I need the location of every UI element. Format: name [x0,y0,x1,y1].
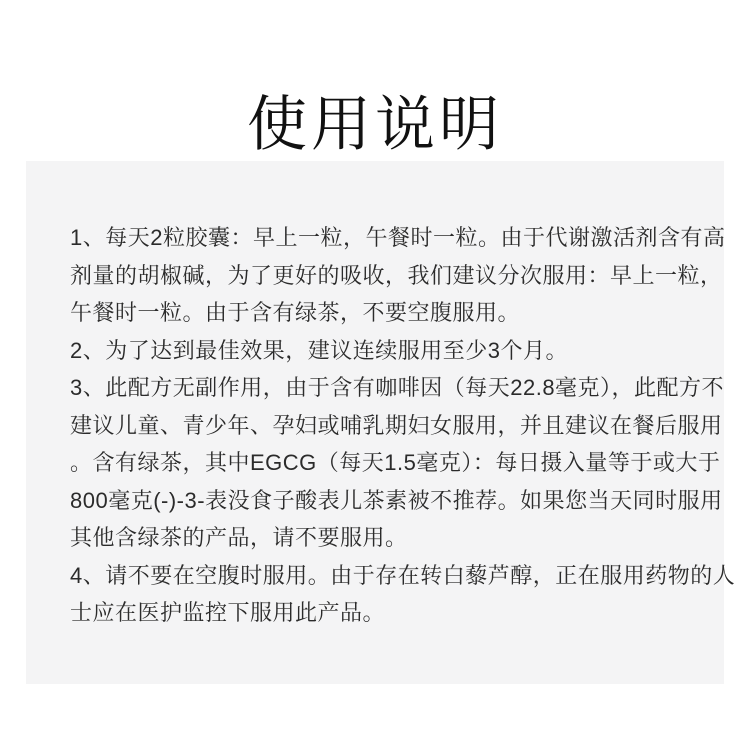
instruction-item-3 [70,369,725,557]
instruction-line: 。含有绿茶，其中EGCG（每天1.5毫克）：每日摄入量等于或大于 [70,450,721,475]
instructions-panel [26,161,736,684]
instruction-line: 其他含绿茶的产品，请不要服用。 [70,525,408,550]
instruction-item-2 [70,332,710,370]
instruction-line: 1、每天2粒胶囊：早上一粒，午餐时一粒。由于代谢激活剂含有高 [70,225,726,250]
instructions-content [70,219,736,632]
instruction-item-4 [70,557,736,632]
instruction-line: 2、为了达到最佳效果，建议连续服用至少3个月。 [70,337,568,363]
instruction-line: 剂量的胡椒碱，为了更好的吸收，我们建议分次服用：早上一粒， [70,262,723,288]
instruction-line: 4、请不要在空腹时服用。由于存在转白藜芦醇，正在服用药物的人 [70,562,736,588]
instruction-line: 士应在医护监控下服用此产品。 [70,600,386,625]
instruction-line: 3、此配方无副作用，由于含有咖啡因（每天22.8毫克），此配方不 [70,375,725,400]
page-title: 使用说明 [247,91,503,159]
instruction-line: 800毫克(-)-3-表没食子酸表儿茶素被不推荐。如果您当天同时服用 [70,487,723,513]
instruction-line: 午餐时一粒。由于含有绿茶，不要空腹服用。 [70,300,521,325]
instruction-line: 建议儿童、青少年、孕妇或哺乳期妇女服用，并且建议在餐后服用 [70,412,723,438]
instruction-item-1 [70,219,726,332]
